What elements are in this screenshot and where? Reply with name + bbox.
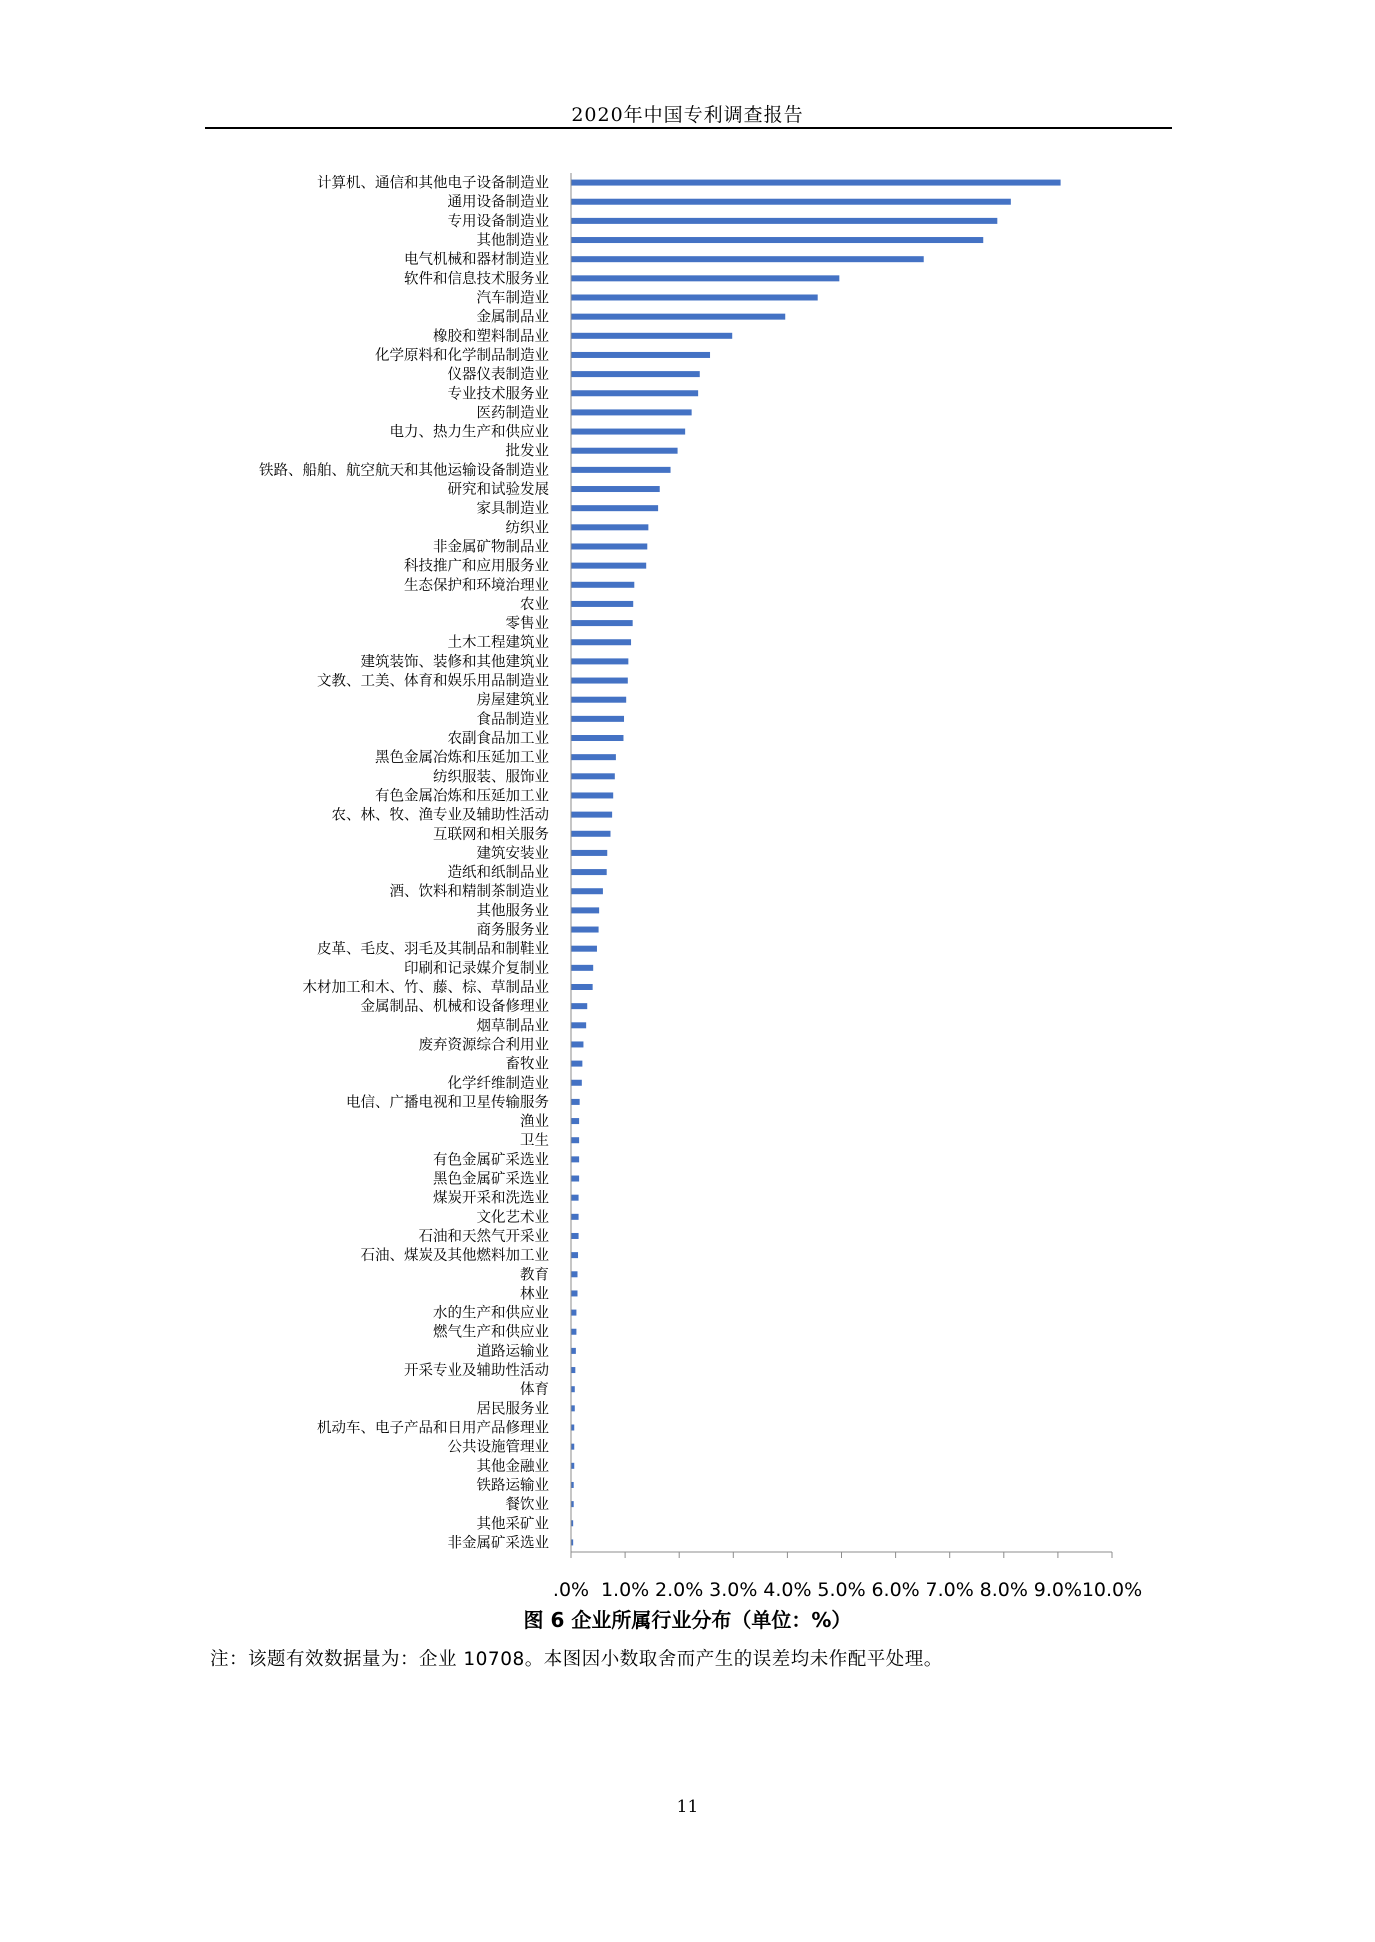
category-label: 化学原料和化学制品制造业 bbox=[375, 347, 549, 364]
bar bbox=[571, 352, 710, 358]
category-label: 化学纤维制造业 bbox=[447, 1075, 549, 1092]
category-label: 居民服务业 bbox=[476, 1401, 549, 1418]
x-tick-label: 1.0% bbox=[600, 1579, 650, 1600]
category-label: 建筑安装业 bbox=[476, 845, 549, 862]
category-label: 电信、广播电视和卫星传输服务 bbox=[346, 1094, 549, 1111]
bar bbox=[571, 1195, 579, 1201]
category-label: 公共设施管理业 bbox=[447, 1439, 549, 1456]
category-label: 其他采矿业 bbox=[476, 1516, 549, 1533]
bar bbox=[571, 754, 616, 760]
bar bbox=[571, 869, 607, 875]
category-label: 机动车、电子产品和日用产品修理业 bbox=[317, 1420, 549, 1437]
bar bbox=[571, 1252, 578, 1258]
bar bbox=[571, 1176, 579, 1182]
category-label: 建筑装饰、装修和其他建筑业 bbox=[360, 654, 549, 671]
bar bbox=[571, 1405, 575, 1411]
category-label: 医药制造业 bbox=[476, 405, 549, 422]
category-label: 计算机、通信和其他电子设备制造业 bbox=[317, 175, 549, 192]
category-label: 文化艺术业 bbox=[476, 1209, 549, 1226]
category-label: 开采专业及辅助性活动 bbox=[404, 1363, 549, 1380]
bar bbox=[571, 180, 1061, 186]
x-tick-label: 3.0% bbox=[709, 1579, 758, 1600]
category-label: 卫生 bbox=[520, 1133, 549, 1150]
bar bbox=[571, 907, 599, 913]
category-label: 批发业 bbox=[505, 443, 549, 460]
bar bbox=[571, 448, 678, 454]
bar bbox=[571, 1118, 579, 1124]
bar bbox=[571, 199, 1011, 205]
x-tick-label: 8.0% bbox=[979, 1579, 1028, 1600]
category-label: 铁路、船舶、航空航天和其他运输设备制造业 bbox=[259, 462, 549, 479]
category-label: 其他金融业 bbox=[476, 1458, 549, 1475]
x-tick-label: 6.0% bbox=[871, 1579, 920, 1600]
category-label: 皮革、毛皮、羽毛及其制品和制鞋业 bbox=[317, 941, 549, 958]
category-label: 印刷和记录媒介复制业 bbox=[404, 960, 549, 977]
category-label: 木材加工和木、竹、藤、棕、草制品业 bbox=[302, 979, 549, 996]
x-tick-label: 10.0% bbox=[1081, 1579, 1143, 1600]
category-label: 黑色金属矿采选业 bbox=[433, 1171, 549, 1188]
bar bbox=[571, 1233, 579, 1239]
bar bbox=[571, 1156, 579, 1162]
category-label: 商务服务业 bbox=[476, 922, 549, 939]
category-label: 土木工程建筑业 bbox=[447, 635, 549, 652]
bar bbox=[571, 1041, 583, 1047]
category-label: 烟草制品业 bbox=[476, 1018, 549, 1035]
bar bbox=[571, 1061, 582, 1067]
bar bbox=[571, 888, 603, 894]
bar bbox=[571, 467, 671, 473]
category-label: 有色金属矿采选业 bbox=[433, 1152, 549, 1169]
category-label: 非金属矿物制品业 bbox=[433, 539, 549, 556]
bar bbox=[571, 1290, 577, 1296]
category-label: 其他制造业 bbox=[476, 233, 549, 250]
category-label: 文教、工美、体育和娱乐用品制造业 bbox=[317, 673, 549, 690]
category-label: 餐饮业 bbox=[505, 1497, 549, 1514]
bar bbox=[571, 1329, 576, 1335]
category-label: 零售业 bbox=[505, 616, 549, 633]
bar bbox=[571, 1080, 582, 1086]
bar bbox=[571, 1214, 579, 1220]
category-label: 农业 bbox=[520, 596, 549, 613]
category-label: 生态保护和环境治理业 bbox=[404, 577, 549, 594]
bar bbox=[571, 697, 626, 703]
bar bbox=[571, 390, 698, 396]
bar bbox=[571, 543, 647, 549]
bar bbox=[571, 773, 615, 779]
bar bbox=[571, 1271, 577, 1277]
bar bbox=[571, 1310, 576, 1316]
bar bbox=[571, 1022, 586, 1028]
category-label: 电气机械和器材制造业 bbox=[404, 252, 549, 269]
bar bbox=[571, 1386, 575, 1392]
x-tick-label: .0% bbox=[552, 1579, 590, 1600]
category-label: 食品制造业 bbox=[476, 711, 549, 728]
bar bbox=[571, 639, 631, 645]
bar bbox=[571, 409, 692, 415]
bar bbox=[571, 486, 660, 492]
bar bbox=[571, 946, 597, 952]
bar bbox=[571, 601, 633, 607]
category-label: 渔业 bbox=[520, 1114, 549, 1131]
bar bbox=[571, 620, 633, 626]
figure-note: 注：该题有效数据量为：企业 10708。本图因小数取舍而产生的误差均未作配平处理。 bbox=[210, 1649, 943, 1670]
category-label: 非金属矿采选业 bbox=[447, 1535, 549, 1552]
category-label: 农、林、牧、渔专业及辅助性活动 bbox=[331, 807, 549, 824]
category-label: 纺织业 bbox=[505, 520, 549, 537]
x-tick-label: 2.0% bbox=[655, 1579, 704, 1600]
bar bbox=[571, 812, 612, 818]
page-header-title: 2020年中国专利调查报告 bbox=[571, 104, 804, 126]
category-label: 科技推广和应用服务业 bbox=[404, 558, 549, 575]
x-tick-label: 4.0% bbox=[763, 1579, 812, 1600]
bar bbox=[571, 1003, 587, 1009]
category-label: 道路运输业 bbox=[476, 1343, 549, 1360]
category-label: 废弃资源综合利用业 bbox=[418, 1037, 549, 1054]
category-label: 仪器仪表制造业 bbox=[447, 367, 549, 384]
bar bbox=[571, 524, 648, 530]
category-label: 通用设备制造业 bbox=[447, 194, 549, 211]
bar bbox=[571, 678, 628, 684]
category-label: 石油、煤炭及其他燃料加工业 bbox=[360, 1248, 549, 1265]
bar bbox=[571, 505, 658, 511]
bar bbox=[571, 1367, 575, 1373]
category-label: 林业 bbox=[520, 1286, 549, 1303]
x-tick-label: 9.0% bbox=[1033, 1579, 1083, 1600]
category-label: 酒、饮料和精制茶制造业 bbox=[389, 884, 549, 901]
bar bbox=[571, 429, 685, 435]
x-tick-label: 7.0% bbox=[925, 1579, 974, 1600]
category-label: 石油和天然气开采业 bbox=[418, 1228, 549, 1245]
category-label: 畜牧业 bbox=[505, 1056, 549, 1073]
x-tick-label: 5.0% bbox=[817, 1579, 866, 1600]
bar bbox=[571, 716, 624, 722]
category-label: 其他服务业 bbox=[476, 903, 549, 920]
category-label: 金属制品业 bbox=[476, 309, 549, 326]
bar bbox=[571, 582, 634, 588]
category-label: 铁路运输业 bbox=[476, 1477, 549, 1494]
bar bbox=[571, 563, 646, 569]
bar bbox=[571, 237, 983, 243]
category-label: 黑色金属冶炼和压延加工业 bbox=[375, 750, 549, 767]
category-label: 燃气生产和供应业 bbox=[433, 1324, 549, 1341]
bar bbox=[571, 927, 599, 933]
bar bbox=[571, 256, 924, 262]
bar bbox=[571, 792, 613, 798]
bar bbox=[571, 1137, 579, 1143]
bar bbox=[571, 658, 628, 664]
category-label: 专业技术服务业 bbox=[447, 386, 549, 403]
bar bbox=[571, 333, 732, 339]
bar bbox=[571, 1099, 580, 1105]
category-label: 教育 bbox=[520, 1267, 549, 1284]
bar bbox=[571, 314, 785, 320]
category-label: 煤炭开采和洗选业 bbox=[433, 1190, 549, 1207]
figure-caption: 图 6 企业所属行业分布（单位：%） bbox=[523, 1608, 852, 1632]
category-label: 金属制品、机械和设备修理业 bbox=[360, 999, 549, 1016]
bar bbox=[571, 850, 607, 856]
category-label: 研究和试验发展 bbox=[447, 482, 549, 499]
category-label: 互联网和相关服务 bbox=[433, 826, 549, 843]
bar bbox=[571, 1348, 576, 1354]
category-label: 水的生产和供应业 bbox=[433, 1305, 549, 1322]
bar bbox=[571, 371, 700, 377]
category-label: 专用设备制造业 bbox=[447, 213, 549, 230]
page-number: 11 bbox=[676, 1797, 699, 1817]
bar bbox=[571, 831, 610, 837]
category-label: 橡胶和塑料制品业 bbox=[433, 328, 549, 345]
category-label: 纺织服装、服饰业 bbox=[433, 769, 549, 786]
category-label: 房屋建筑业 bbox=[476, 692, 549, 709]
category-label: 软件和信息技术服务业 bbox=[404, 271, 549, 288]
category-label: 农副食品加工业 bbox=[447, 731, 549, 748]
bar bbox=[571, 275, 839, 281]
bar bbox=[571, 294, 818, 300]
category-label: 电力、热力生产和供应业 bbox=[389, 424, 549, 441]
category-label: 体育 bbox=[520, 1382, 549, 1399]
bar bbox=[571, 735, 623, 741]
bar bbox=[571, 965, 593, 971]
bar bbox=[571, 218, 997, 224]
category-label: 汽车制造业 bbox=[476, 290, 549, 307]
bar bbox=[571, 984, 593, 990]
category-label: 家具制造业 bbox=[476, 501, 549, 518]
category-label: 有色金属冶炼和压延加工业 bbox=[375, 788, 549, 805]
category-label: 造纸和纸制品业 bbox=[447, 865, 549, 882]
